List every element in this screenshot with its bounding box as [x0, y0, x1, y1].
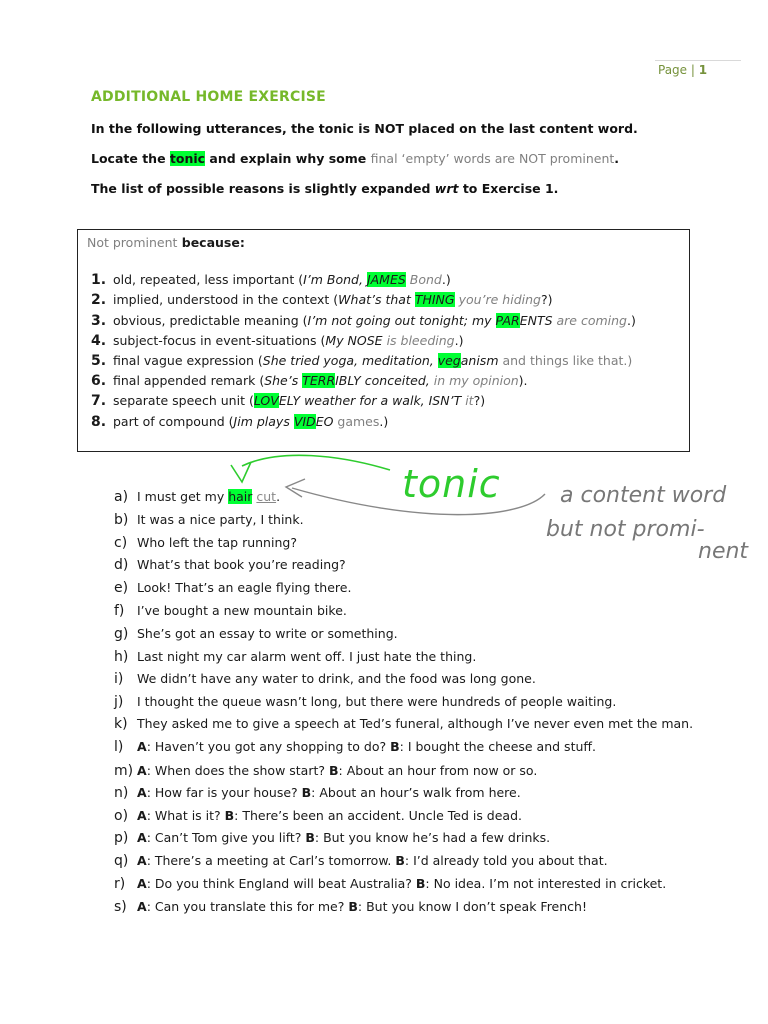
exercise-r: r) A: Do you think England will beat Australia? B: No idea. I’m not interested in cricket. [114, 876, 667, 892]
page-title: ADDITIONAL HOME EXERCISE [91, 89, 326, 105]
exercise-a: a) I must get my hair cut. [114, 489, 281, 505]
reason-7: 7. separate speech unit (LOVELY weather for a walk, ISN’T it?) [91, 393, 486, 409]
page-number: Page | 1 [658, 63, 708, 77]
handwritten-tonic: tonic [402, 462, 501, 506]
exercise-f: f) I’ve bought a new mountain bike. [114, 603, 347, 619]
exercise-q: q) A: There’s a meeting at Carl’s tomorrow. B: I’d already told you about that. [114, 853, 608, 869]
reason-3: 3. obvious, predictable meaning (I’m not going out tonight; my PARENTS are coming.) [91, 313, 636, 329]
exercise-p: p) A: Can’t Tom give you lift? B: But you know he’s had a few drinks. [114, 830, 551, 846]
exercise-h: h) Last night my car alarm went off. I just hate the thing. [114, 649, 477, 665]
exercise-k: k) They asked me to give a speech at Ted’s funeral, although I’ve never even met the man. [114, 716, 694, 732]
exercise-e: e) Look! That’s an eagle flying there. [114, 580, 352, 596]
instruction-line-3: The list of possible reasons is slightly expanded wrt to Exercise 1. [91, 181, 559, 196]
handwritten-note-line-2: but not promi- [546, 517, 705, 542]
reason-2: 2. implied, understood in the context (What’s that THING you’re hiding?) [91, 292, 553, 308]
exercise-g: g) She’s got an essay to write or something. [114, 626, 398, 642]
reason-1: 1. old, repeated, less important (I’m Bond, JAMES Bond.) [91, 272, 451, 288]
instruction-line-2: Locate the tonic and explain why some final ‘empty’ words are NOT prominent. [91, 151, 620, 166]
exercise-m: m) A: When does the show start? B: About an hour from now or so. [114, 763, 538, 779]
reasons-box-heading: Not prominent because: [87, 235, 245, 250]
exercise-d: d) What’s that book you’re reading? [114, 557, 346, 573]
exercise-s: s) A: Can you translate this for me? B: But you know I don’t speak French! [114, 899, 587, 915]
exercise-o: o) A: What is it? B: There’s been an accident. Uncle Ted is dead. [114, 808, 523, 824]
reason-8: 8. part of compound (Jim plays VIDEO games.) [91, 414, 389, 430]
exercise-c: c) Who left the tap running? [114, 535, 297, 551]
exercise-l: l) A: Haven’t you got any shopping to do? B: I bought the cheese and stuff. [114, 739, 596, 755]
exercise-b: b) It was a nice party, I think. [114, 512, 304, 528]
exercise-j: j) I thought the queue wasn’t long, but there were hundreds of people waiting. [114, 694, 617, 710]
reason-5: 5. final vague expression (She tried yoga, meditation, veganism and things like that.) [91, 353, 633, 369]
grey-arrowhead [286, 479, 305, 497]
exercise-n: n) A: How far is your house? B: About an hour’s walk from here. [114, 785, 521, 801]
exercise-i: i) We didn’t have any water to drink, and the food was long gone. [114, 671, 536, 687]
green-arrowhead [231, 462, 251, 482]
reason-4: 4. subject-focus in event-situations (My NOSE is bleeding.) [91, 333, 464, 349]
handwritten-note-line-1: a content word [560, 483, 727, 508]
instruction-line-1: In the following utterances, the tonic is NOT placed on the last content word. [91, 121, 638, 136]
green-arrow [242, 455, 390, 470]
handwritten-note-line-3: nent [698, 539, 749, 564]
reason-6: 6. final appended remark (She’s TERRIBLY conceited, in my opinion). [91, 373, 528, 389]
